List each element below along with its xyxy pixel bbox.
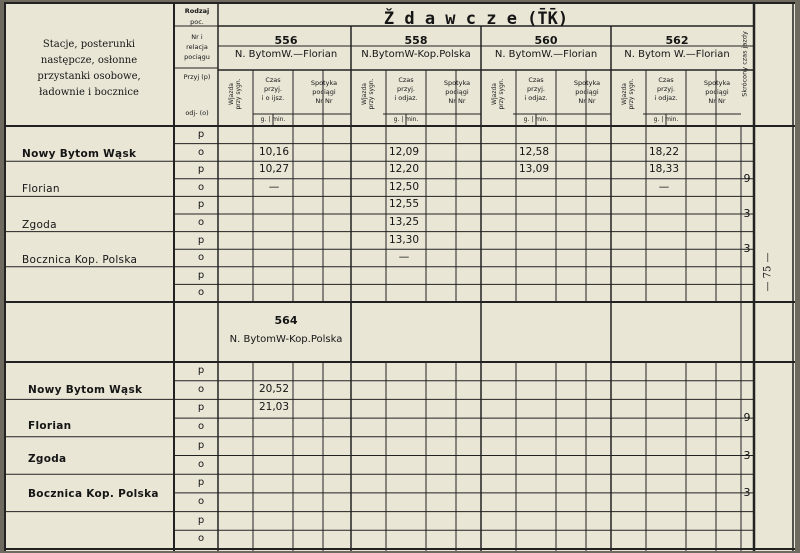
station-name: Florian [22,183,60,195]
stations-header-line-1: Stacje, posterunki [42,39,136,50]
train-type-label-1: Rodzaj [184,7,210,15]
crossing-trains-header: Spotyka [443,79,471,87]
crossing-trains-header: Nr Nr [578,97,596,105]
hour-minute-header: g. | min. [523,116,549,123]
time-value: 12,50 [388,180,420,193]
arrival-departure-header: Czas [528,76,544,84]
crossing-trains-header: Spotyka [703,79,731,87]
time-value: 13,30 [388,233,420,246]
station-name: Bocznica Kop. Polska [28,488,159,500]
arrival-departure-header: przyj. [657,85,675,93]
time-value: — [268,180,280,193]
station-name: Zgoda [22,219,57,231]
arrival-departure-marker: p [197,164,205,176]
crossing-trains-header: Nr Nr [315,97,333,105]
time-value: 12,20 [388,163,420,176]
station-name: Nowy Bytom Wąsk [22,148,137,160]
train-number: 556 [274,34,298,47]
arrival-departure-marker: o [197,383,205,395]
train-relation: N.BytomW-Kop.Polska [361,49,471,60]
run-time-value: 3 [743,448,751,462]
time-value: 12,58 [518,145,550,158]
crossing-trains-header: Spotyka [573,79,601,87]
crossing-trains-header: pociągi [312,88,336,96]
arrival-departure-marker: o [197,146,205,158]
time-value: 18,22 [648,145,680,158]
arrival-departure-header: i odjaz. [654,94,678,102]
arrival-departure-marker: p [197,269,205,281]
arrival-departure-marker: o [197,533,205,545]
entry-signal-header: Wjazda przy sygn. [228,78,242,110]
arrival-departure-marker: o [197,421,205,433]
crossing-trains-header: pociągi [445,88,469,96]
main-title: Ž d a w c z e (T̄K̄) [383,9,569,29]
arrival-departure-marker: p [197,439,205,451]
time-value: 21,03 [258,401,290,414]
train-relation: N. BytomW.—Florian [234,49,338,60]
arrival-departure-header: i odjaz. [394,94,418,102]
arrival-departure-marker: o [197,287,205,299]
reduced-run-time-header: Skrócony czas jazdy [740,31,749,97]
train-number: 560 [534,34,558,47]
train-relation: N. Bytom W.—Florian [624,49,730,60]
arrival-departure-marker: p [197,477,205,489]
entry-signal-header: Wjazda przy sygn. [621,78,635,110]
train-number: 564 [274,314,298,327]
arrival-departure-marker: p [197,514,205,526]
stations-header-line-2: następcze, osłonne [40,55,138,66]
time-value: 20,52 [258,382,290,395]
run-time-value: 9 [743,411,751,425]
arrival-departure-header: Czas [265,76,281,84]
station-name: Florian [28,420,72,432]
relation-label-1: Nr i [191,33,203,41]
arrival-departure-header: przyj. [397,85,415,93]
arrival-departure-marker: p [197,402,205,414]
relation-label-3: pociągu [184,53,210,61]
time-value: 10,16 [258,145,290,158]
hour-minute-header: g. | min. [653,116,679,123]
hour-minute-header: g. | min. [260,116,286,123]
station-name: Bocznica Kop. Polska [22,254,138,266]
run-time-value: 9 [743,171,751,185]
time-value: 13,25 [388,216,420,228]
arrival-departure-header: i odjaz. [524,94,548,102]
arrival-departure-header: Czas [658,76,674,84]
arrival-departure-marker: o [197,217,205,228]
entry-signal-header: Wjazda przy sygn. [491,78,505,110]
relation-label-2: relacja [186,43,208,51]
stations-header-line-3: przystanki osobowe, [37,71,141,82]
train-number: 562 [665,34,689,47]
time-value: — [658,180,670,193]
arrival-departure-marker: o [197,458,205,470]
departure-label: odj- (o) [185,109,209,117]
arrival-departure-marker: p [197,199,205,211]
entry-signal-header: Wjazda przy sygn. [361,78,375,110]
time-value: 10,27 [258,163,290,176]
train-relation: N. BytomW-Kop.Polska [229,334,343,345]
time-value: 12,09 [388,145,420,158]
arrival-departure-header: i o ijsz. [261,94,285,102]
station-name: Zgoda [28,453,67,465]
hour-minute-header: g. | min. [393,116,419,123]
arrival-departure-header: przyj. [264,85,282,93]
time-value: 18,33 [648,163,680,176]
arrival-departure-marker: o [197,495,205,507]
station-name: Nowy Bytom Wąsk [28,384,143,396]
page-number: — 75 — [762,252,774,292]
arrival-departure-marker: o [197,181,205,193]
crossing-trains-header: Nr Nr [448,97,466,105]
run-time-value: 3 [743,207,751,220]
train-relation: N. BytomW.—Florian [494,49,598,60]
crossing-trains-header: pociągi [705,88,729,96]
crossing-trains-header: pociągi [575,88,599,96]
train-number: 558 [404,34,428,47]
timetable-sheet [4,2,795,551]
arrival-departure-header: przyj. [527,85,545,93]
arrival-departure-marker: p [197,365,205,376]
arrival-departure-header: Czas [398,76,414,84]
crossing-trains-header: Nr Nr [708,97,726,105]
train-type-label-2: poc. [190,18,204,26]
time-value: 13,09 [518,163,550,176]
arrival-departure-marker: p [197,234,205,246]
time-value: 12,55 [388,198,420,211]
time-value: — [398,251,410,264]
stations-header-line-4: ładownie i bocznice [39,87,139,98]
run-time-value: 3 [743,242,751,256]
arrival-departure-marker: p [197,129,205,140]
arrival-label: Przyj (p) [183,73,211,81]
arrival-departure-marker: o [197,252,205,264]
crossing-trains-header: Spotyka [310,79,338,87]
run-time-value: 3 [743,485,751,499]
